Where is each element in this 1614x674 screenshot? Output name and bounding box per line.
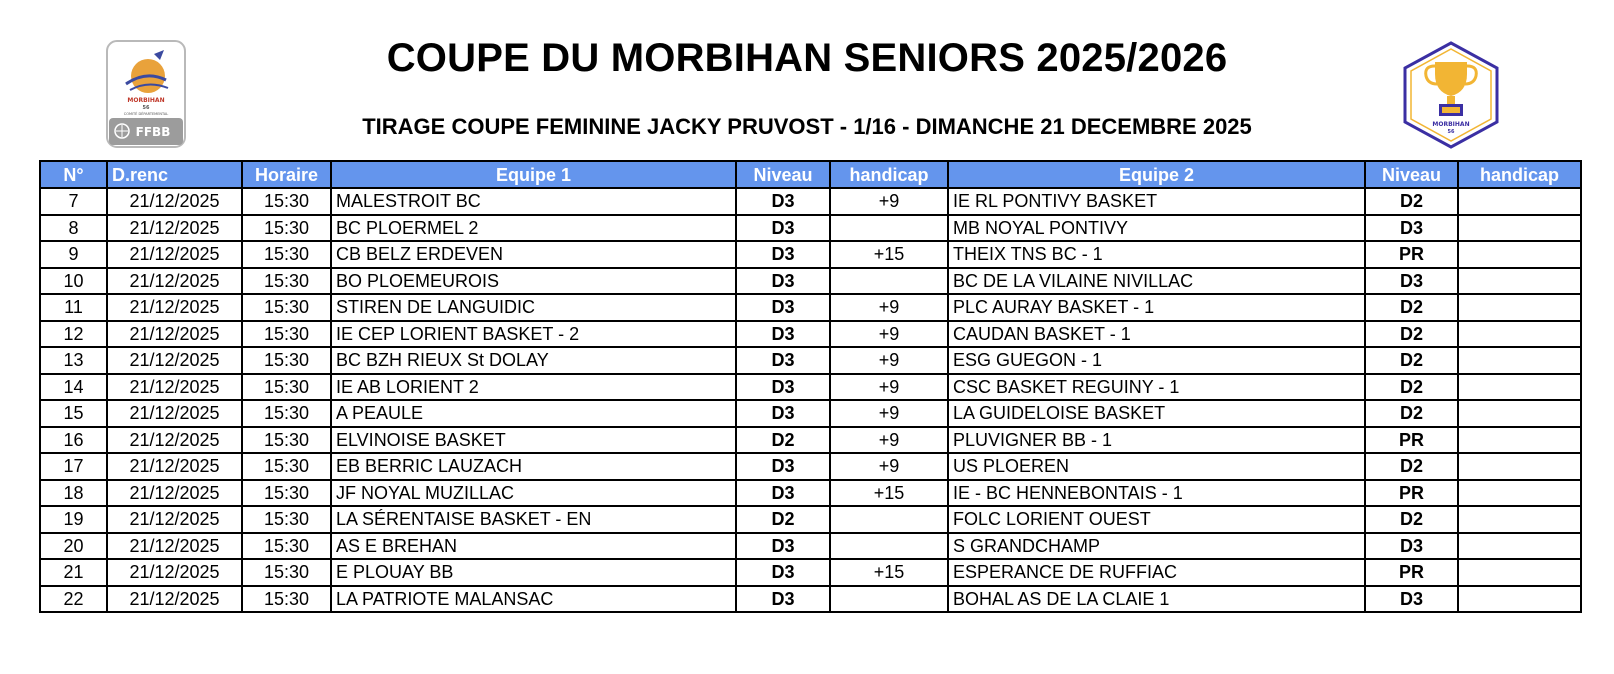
- col-header-level2: Niveau: [1365, 161, 1458, 188]
- match-time: 15:30: [242, 241, 331, 268]
- team2-handicap: [1458, 480, 1581, 507]
- col-header-time: Horaire: [242, 161, 331, 188]
- team2-level: D3: [1365, 268, 1458, 295]
- team1-name: ELVINOISE BASKET: [331, 427, 736, 454]
- match-date: 21/12/2025: [107, 586, 242, 613]
- table-header-row: [40, 161, 1581, 188]
- match-number: 22: [40, 586, 107, 613]
- team2-level: D2: [1365, 321, 1458, 348]
- team1-level: D3: [736, 400, 830, 427]
- team2-name: IE - BC HENNEBONTAIS - 1: [948, 480, 1365, 507]
- team1-name: IE CEP LORIENT BASKET - 2: [331, 321, 736, 348]
- table-row: [40, 586, 1581, 613]
- table-row: [40, 241, 1581, 268]
- col-header-handicap1: handicap: [830, 161, 948, 188]
- match-time: 15:30: [242, 453, 331, 480]
- match-date: 21/12/2025: [107, 559, 242, 586]
- team1-name: STIREN DE LANGUIDIC: [331, 294, 736, 321]
- team2-name: ESPERANCE DE RUFFIAC: [948, 559, 1365, 586]
- draw-table: [39, 160, 1582, 613]
- col-header-number: N°: [40, 161, 107, 188]
- team2-level: D2: [1365, 453, 1458, 480]
- team2-handicap: [1458, 374, 1581, 401]
- team1-name: MALESTROIT BC: [331, 188, 736, 215]
- table-row: [40, 188, 1581, 215]
- match-date: 21/12/2025: [107, 506, 242, 533]
- table-row: [40, 480, 1581, 507]
- team2-handicap: [1458, 427, 1581, 454]
- table-row: [40, 453, 1581, 480]
- table-row: [40, 533, 1581, 560]
- team2-name: IE RL PONTIVY BASKET: [948, 188, 1365, 215]
- team1-level: D2: [736, 506, 830, 533]
- team1-handicap: [830, 586, 948, 613]
- match-number: 12: [40, 321, 107, 348]
- table-row: [40, 294, 1581, 321]
- match-time: 15:30: [242, 533, 331, 560]
- team1-level: D3: [736, 586, 830, 613]
- team1-handicap: [830, 268, 948, 295]
- team1-handicap: +9: [830, 400, 948, 427]
- team1-handicap: [830, 215, 948, 242]
- team1-handicap: +15: [830, 480, 948, 507]
- match-date: 21/12/2025: [107, 374, 242, 401]
- team1-level: D3: [736, 347, 830, 374]
- table-row: [40, 506, 1581, 533]
- team2-name: PLUVIGNER BB - 1: [948, 427, 1365, 454]
- table-row: [40, 400, 1581, 427]
- team1-handicap: +9: [830, 347, 948, 374]
- team2-level: PR: [1365, 559, 1458, 586]
- team1-level: D3: [736, 533, 830, 560]
- team2-handicap: [1458, 506, 1581, 533]
- team1-level: D3: [736, 480, 830, 507]
- team1-level: D3: [736, 215, 830, 242]
- team1-name: BO PLOEMEUROIS: [331, 268, 736, 295]
- match-date: 21/12/2025: [107, 188, 242, 215]
- match-time: 15:30: [242, 427, 331, 454]
- team2-handicap: [1458, 294, 1581, 321]
- match-number: 11: [40, 294, 107, 321]
- team2-handicap: [1458, 188, 1581, 215]
- team2-handicap: [1458, 321, 1581, 348]
- match-number: 21: [40, 559, 107, 586]
- team1-level: D3: [736, 453, 830, 480]
- team2-level: D2: [1365, 374, 1458, 401]
- team1-handicap: +15: [830, 559, 948, 586]
- match-time: 15:30: [242, 347, 331, 374]
- match-date: 21/12/2025: [107, 321, 242, 348]
- team2-name: LA GUIDELOISE BASKET: [948, 400, 1365, 427]
- team2-handicap: [1458, 347, 1581, 374]
- match-number: 18: [40, 480, 107, 507]
- team2-name: MB NOYAL PONTIVY: [948, 215, 1365, 242]
- match-time: 15:30: [242, 215, 331, 242]
- svg-text:56: 56: [1447, 129, 1455, 135]
- team2-name: FOLC LORIENT OUEST: [948, 506, 1365, 533]
- match-time: 15:30: [242, 321, 331, 348]
- team2-handicap: [1458, 533, 1581, 560]
- match-number: 17: [40, 453, 107, 480]
- page-subtitle: TIRAGE COUPE FEMININE JACKY PRUVOST - 1/16 - DIMANCHE 21 DECEMBRE 2025: [362, 114, 1252, 139]
- page-title: COUPE DU MORBIHAN SENIORS 2025/2026: [386, 36, 1228, 80]
- match-date: 21/12/2025: [107, 400, 242, 427]
- team2-name: THEIX TNS BC - 1: [948, 241, 1365, 268]
- team2-level: D2: [1365, 506, 1458, 533]
- table-row: [40, 559, 1581, 586]
- team2-level: PR: [1365, 480, 1458, 507]
- team2-name: PLC AURAY BASKET - 1: [948, 294, 1365, 321]
- svg-text:MORBIHAN: MORBIHAN: [127, 97, 165, 104]
- team1-level: D2: [736, 427, 830, 454]
- match-time: 15:30: [242, 400, 331, 427]
- team2-level: D3: [1365, 533, 1458, 560]
- match-number: 7: [40, 188, 107, 215]
- svg-text:MORBIHAN: MORBIHAN: [1432, 121, 1470, 128]
- team1-handicap: +9: [830, 374, 948, 401]
- match-time: 15:30: [242, 188, 331, 215]
- table-row: [40, 374, 1581, 401]
- team1-name: CB BELZ ERDEVEN: [331, 241, 736, 268]
- team1-name: BC PLOERMEL 2: [331, 215, 736, 242]
- team1-name: IE AB LORIENT 2: [331, 374, 736, 401]
- team1-level: D3: [736, 294, 830, 321]
- match-number: 9: [40, 241, 107, 268]
- team1-name: E PLOUAY BB: [331, 559, 736, 586]
- team1-name: EB BERRIC LAUZACH: [331, 453, 736, 480]
- svg-text:56: 56: [142, 105, 150, 111]
- team1-name: JF NOYAL MUZILLAC: [331, 480, 736, 507]
- match-time: 15:30: [242, 559, 331, 586]
- team1-handicap: [830, 533, 948, 560]
- match-time: 15:30: [242, 268, 331, 295]
- team2-name: BC DE LA VILAINE NIVILLAC: [948, 268, 1365, 295]
- team2-handicap: [1458, 268, 1581, 295]
- match-date: 21/12/2025: [107, 427, 242, 454]
- team2-handicap: [1458, 586, 1581, 613]
- match-date: 21/12/2025: [107, 453, 242, 480]
- team2-level: D3: [1365, 215, 1458, 242]
- match-number: 15: [40, 400, 107, 427]
- team2-handicap: [1458, 215, 1581, 242]
- team2-name: S GRANDCHAMP: [948, 533, 1365, 560]
- team1-handicap: +9: [830, 321, 948, 348]
- team2-handicap: [1458, 559, 1581, 586]
- team2-level: D2: [1365, 188, 1458, 215]
- match-number: 13: [40, 347, 107, 374]
- match-number: 19: [40, 506, 107, 533]
- col-header-date: D.renc: [107, 161, 242, 188]
- match-time: 15:30: [242, 586, 331, 613]
- team1-name: LA SÉRENTAISE BASKET - EN: [331, 506, 736, 533]
- match-number: 20: [40, 533, 107, 560]
- team2-level: D3: [1365, 586, 1458, 613]
- team2-level: D2: [1365, 400, 1458, 427]
- table-row: [40, 268, 1581, 295]
- team2-level: PR: [1365, 241, 1458, 268]
- col-header-handicap2: handicap: [1458, 161, 1581, 188]
- team1-level: D3: [736, 188, 830, 215]
- team2-level: D2: [1365, 347, 1458, 374]
- team1-handicap: +9: [830, 294, 948, 321]
- team1-handicap: +9: [830, 188, 948, 215]
- table-row: [40, 215, 1581, 242]
- match-date: 21/12/2025: [107, 268, 242, 295]
- match-date: 21/12/2025: [107, 241, 242, 268]
- team2-name: US PLOEREN: [948, 453, 1365, 480]
- match-date: 21/12/2025: [107, 215, 242, 242]
- match-number: 10: [40, 268, 107, 295]
- match-date: 21/12/2025: [107, 294, 242, 321]
- team1-handicap: [830, 506, 948, 533]
- team1-level: D3: [736, 268, 830, 295]
- team2-name: ESG GUEGON - 1: [948, 347, 1365, 374]
- team1-level: D3: [736, 374, 830, 401]
- match-time: 15:30: [242, 294, 331, 321]
- team2-level: D2: [1365, 294, 1458, 321]
- match-number: 8: [40, 215, 107, 242]
- team1-level: D3: [736, 241, 830, 268]
- match-number: 16: [40, 427, 107, 454]
- match-date: 21/12/2025: [107, 347, 242, 374]
- svg-text:FFBB: FFBB: [135, 125, 171, 139]
- col-header-team1: Equipe 1: [331, 161, 736, 188]
- match-date: 21/12/2025: [107, 480, 242, 507]
- table-row: [40, 427, 1581, 454]
- team2-name: BOHAL AS DE LA CLAIE 1: [948, 586, 1365, 613]
- team2-handicap: [1458, 400, 1581, 427]
- team1-name: AS E BREHAN: [331, 533, 736, 560]
- col-header-level1: Niveau: [736, 161, 830, 188]
- svg-text:COMITÉ DÉPARTEMENTAL: COMITÉ DÉPARTEMENTAL: [123, 112, 169, 116]
- team1-level: D3: [736, 321, 830, 348]
- team1-handicap: +15: [830, 241, 948, 268]
- table-row: [40, 321, 1581, 348]
- match-date: 21/12/2025: [107, 533, 242, 560]
- team2-handicap: [1458, 453, 1581, 480]
- team1-level: D3: [736, 559, 830, 586]
- table-row: [40, 347, 1581, 374]
- team2-level: PR: [1365, 427, 1458, 454]
- match-time: 15:30: [242, 374, 331, 401]
- team1-name: A PEAULE: [331, 400, 736, 427]
- match-number: 14: [40, 374, 107, 401]
- match-time: 15:30: [242, 506, 331, 533]
- team2-name: CAUDAN BASKET - 1: [948, 321, 1365, 348]
- team1-handicap: +9: [830, 427, 948, 454]
- team2-name: CSC BASKET REGUINY - 1: [948, 374, 1365, 401]
- team2-handicap: [1458, 241, 1581, 268]
- col-header-team2: Equipe 2: [948, 161, 1365, 188]
- match-time: 15:30: [242, 480, 331, 507]
- team1-handicap: +9: [830, 453, 948, 480]
- team1-name: BC BZH RIEUX St DOLAY: [331, 347, 736, 374]
- team1-name: LA PATRIOTE MALANSAC: [331, 586, 736, 613]
